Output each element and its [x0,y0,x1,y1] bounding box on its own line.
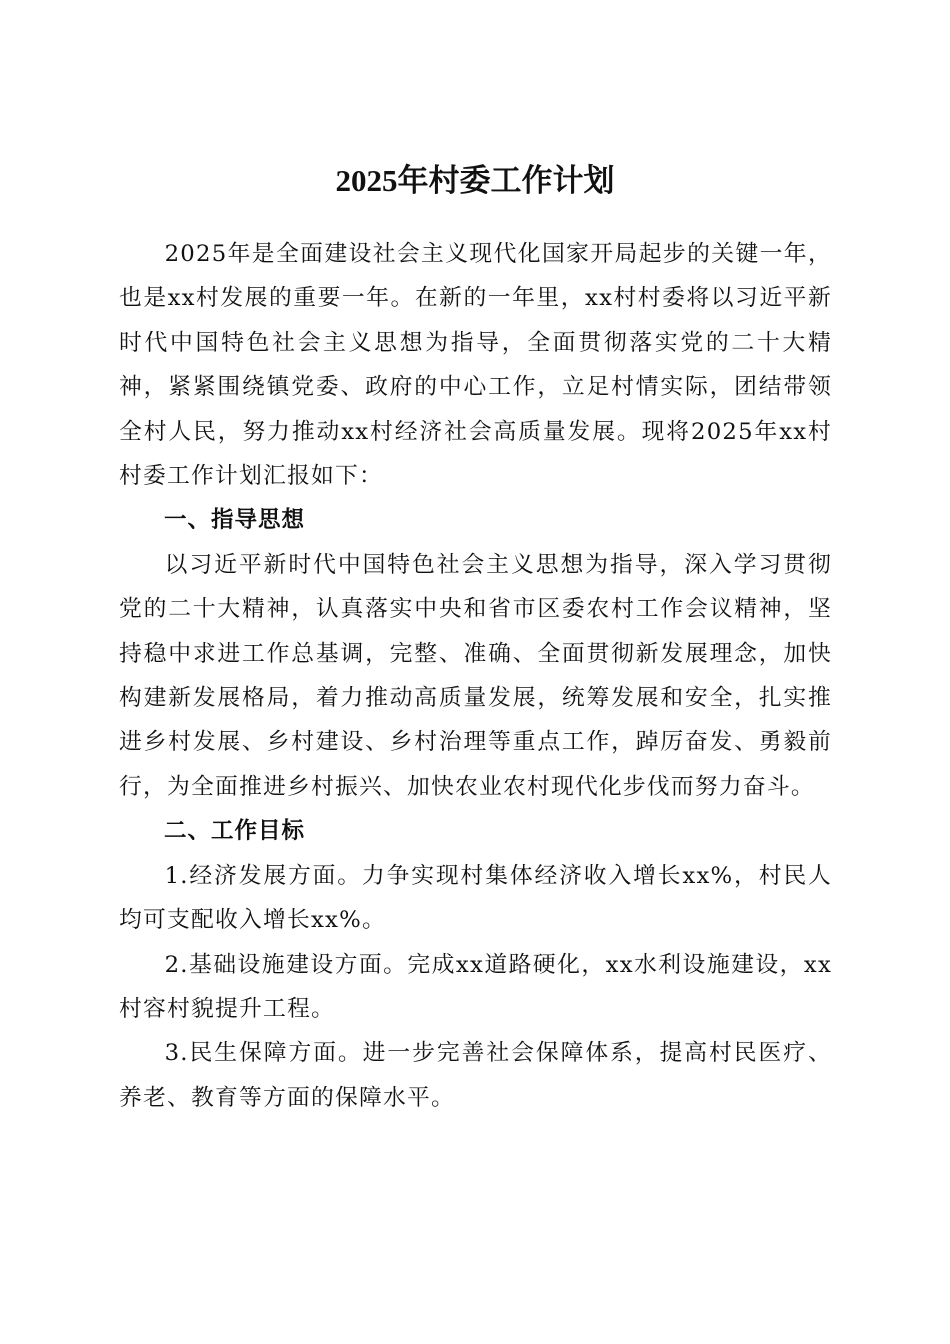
goal-economic-development: 1.经济发展方面。力争实现村集体经济收入增长xx%，村民人均可支配收入增长xx%。 [119,862,832,934]
document-title: 2025年村委工作计划 [335,162,615,198]
intro-paragraph: 2025年是全面建设社会主义现代化国家开局起步的关键一年，也是xx村发展的重要一年。在新的一年里，xx村村委将以习近平新时代中国特色社会主义思想为指导，全面贯彻落实党的二十大精神，紧紧围绕镇党委、政府的中心工作，立足村情实际，团结带领全村人民，努力推动xx村经济社会高质量发展。现将2025年xx村村委工作计划汇报如下： [119,241,832,490]
goal-infrastructure: 2.基础设施建设方面。完成xx道路硬化，xx水利设施建设，xx村容村貌提升工程。 [119,951,832,1022]
goal-livelihood: 3.民生保障方面。进一步完善社会保障体系，提高村民医疗、养老、教育等方面的保障水平。 [119,1040,832,1111]
section-heading-guiding-ideology: 一、指导思想 [164,507,306,534]
section-heading-work-goals: 二、工作目标 [164,818,306,845]
guiding-ideology-paragraph: 以习近平新时代中国特色社会主义思想为指导，深入学习贯彻党的二十大精神，认真落实中央和省市区委农村工作会议精神，坚持稳中求进工作总基调，完整、准确、全面贯彻新发展理念，加快构建新发展格局，着力推动高质量发展，统筹发展和安全，扎实推进乡村发展、乡村建设、乡村治理等重点工作，踔厉奋发、勇毅前行，为全面推进乡村振兴、加快农业农村现代化步伐而努力奋斗。 [119,551,832,800]
document-body [119,232,832,1120]
